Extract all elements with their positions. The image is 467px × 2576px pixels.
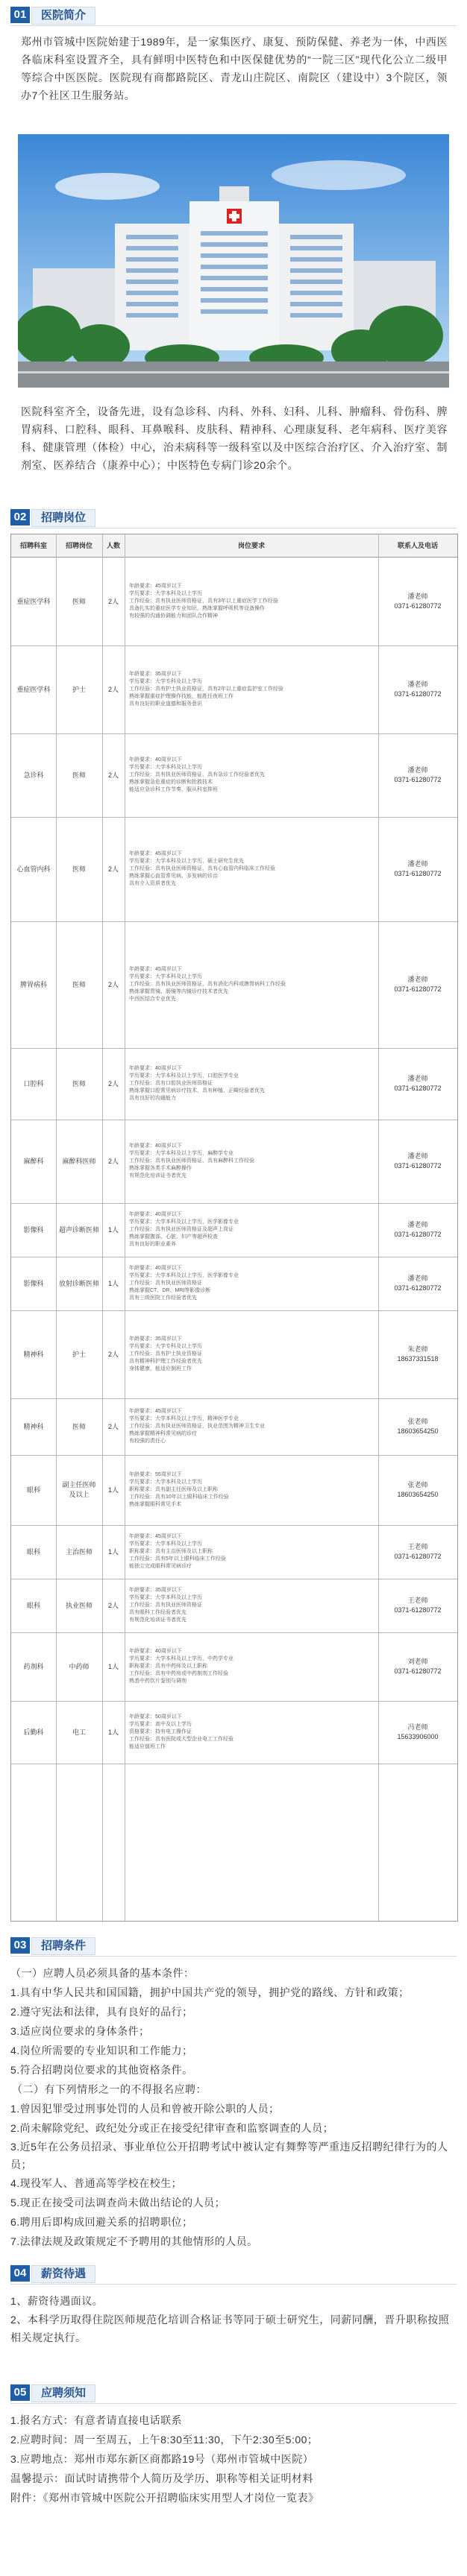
cell-requirements (125, 817, 378, 921)
requirement-line: 年龄要求：40周岁以下 (129, 1066, 182, 1071)
table-row (11, 921, 457, 1049)
requirement-line: 职称要求：具有主治医师及以上职称 (129, 1549, 213, 1554)
cell-count: 2人 (107, 1601, 119, 1609)
requirement-line: 熟练掌握精神科常见病的诊疗 (129, 1431, 197, 1436)
requirement-line: 工作经验：具有执业医师资格证，执业范围为精神卫生专业 (129, 1424, 265, 1429)
section-title: 招聘条件 (31, 1937, 95, 1955)
requirement-lines (129, 966, 286, 1003)
requirement-line: 身体健康，能适应倒班工作 (129, 1366, 192, 1371)
requirement-lines (129, 1336, 202, 1373)
notice-item: 2.应聘时间：周一至周五，上午8:30至11:30，下午2:30至5:00； (10, 2434, 319, 2446)
notice-item: 温馨提示：面试时请携带个人简历及学历、职称等相关证明材料 (10, 2472, 313, 2484)
cell-post: 医师 (72, 597, 86, 605)
requirement-line: 年龄要求：45周岁以下 (129, 967, 182, 972)
cell-post: 主治医师 (65, 1547, 93, 1556)
requirement-line: 学历要求：大学本科及以上学历 (129, 1480, 202, 1485)
exclusion-item: 2.尚未解除党纪、政纪处分或正在接受纪律审查和监察调查的人员； (10, 2122, 334, 2134)
intro-paragraph-1: 郑州市管城中医院始建于1989年，是一家集医疗、康复、预防保健、养老为一体，中西医各临床科室设置齐全，具有鲜明中医特色和中医保健优势的“一院三区”现代化公立二级甲等综合中医医院。医院现有商都路院区、青龙山庄院区、南院区（建设中）3个院区，领办7个社区卫生服务站。 (21, 36, 448, 101)
requirement-lines (129, 583, 278, 620)
table-row (11, 1257, 457, 1311)
requirement-lines (129, 1648, 234, 1685)
requirement-line: 具备扎实的重症医学专业知识，熟练掌握呼吸机等设备操作 (129, 606, 265, 611)
requirement-line: 具有良好的沟通能力 (129, 1096, 176, 1101)
cell-dept: 精神科 (23, 1350, 44, 1358)
requirement-line: 有较强的责任心 (129, 1439, 166, 1444)
cell-requirements (125, 558, 378, 645)
requirement-line: 年龄要求：45周岁以下 (129, 1534, 182, 1539)
section-divider (10, 1956, 457, 1957)
requirement-line: 熟练掌握口腔常见病诊疗技术，具有种植、正畸经验者优先 (129, 1088, 265, 1093)
table-row (11, 1120, 457, 1204)
requirement-line: 具有良好的职业素养 (129, 1242, 176, 1247)
section-title: 医院简介 (31, 7, 95, 25)
table-row (11, 817, 457, 922)
requirement-line: 熟练掌握心血管常见病、多发病的诊治 (129, 874, 218, 879)
table-row (11, 1310, 457, 1399)
conditions-part1-title: （一）应聘人员必须具备的基本条件： (10, 1967, 195, 1979)
requirement-lines (129, 850, 275, 888)
requirement-line: 熟练掌握CT、DR、MRI等影像诊断 (129, 1288, 211, 1293)
section-header-salary (0, 2260, 467, 2285)
requirement-line: 学历要求：高中及以上学历 (129, 1722, 192, 1727)
requirement-line: 学历要求：大学专科及以上学历 (129, 679, 202, 684)
cell-requirements (125, 1203, 378, 1257)
requirement-line: 熟练掌握各类手术麻醉操作 (129, 1166, 192, 1171)
requirement-line: 能独立完成眼科常见病诊疗 (129, 1564, 192, 1569)
requirement-line: 学历要求：大学本科及以上学历，硕士研究生优先 (129, 859, 244, 864)
condition-item: 1.具有中华人民共和国国籍，拥护中国共产党的领导，拥护党的路线、方针和政策； (10, 1986, 410, 1998)
requirement-line: 学历要求：大学本科及以上学历，中药学专业 (129, 1656, 234, 1661)
requirement-line: 工作经验：具有执业医师资格证 (129, 1281, 202, 1286)
requirement-line: 工作经验：具有10年以上眼科临床工作经验 (129, 1494, 229, 1500)
cell-dept: 急诊科 (23, 771, 44, 779)
section-number: 05 (10, 2384, 30, 2401)
cell-post: 超声诊断医师 (58, 1225, 99, 1234)
requirement-line: 年龄要求：50周岁以下 (129, 1714, 182, 1720)
requirement-lines (129, 1065, 265, 1102)
section-header-notice (0, 2379, 467, 2405)
cell-contact: 潘老师 0371-61280772 (394, 860, 442, 877)
notice-item: 3.应聘地点：郑州市郑东新区商都路19号（郑州市管城中医院） (10, 2453, 314, 2465)
requirement-lines (129, 1471, 229, 1509)
job-table (10, 534, 458, 1922)
requirement-line: 熟练掌握急危重症的诊断和抢救技术 (129, 780, 213, 785)
cell-count: 2人 (107, 1079, 119, 1087)
cell-dept: 眼科 (26, 1486, 40, 1494)
notice-list (10, 2411, 457, 2507)
exclusion-item: 5.现正在接受司法调查尚未做出结论的人员； (10, 2197, 226, 2209)
header-post: 招聘岗位 (65, 542, 93, 549)
requirement-lines (129, 1265, 239, 1302)
condition-item: 4.岗位所需要的专业知识和工作能力； (10, 2045, 193, 2056)
section-number: 02 (10, 509, 30, 525)
requirement-line: 学历要求：大学本科及以上学历，精神医学专业 (129, 1416, 239, 1421)
requirement-line: 工作经验：具有执业医师资格证，具有急诊工作经验者优先 (129, 772, 265, 777)
requirement-lines (129, 1143, 254, 1180)
section-divider (10, 25, 457, 26)
cell-count: 2人 (107, 1422, 119, 1430)
requirement-line: 年龄要求：35周岁以下 (129, 1336, 182, 1342)
cell-dept: 重症医学科 (16, 597, 51, 605)
exclusion-item: 6.聘用后即构成回避关系的招聘职位； (10, 2216, 193, 2228)
cell-count: 1人 (107, 1225, 119, 1234)
cell-count: 1人 (107, 1547, 119, 1556)
requirement-line: 学历要求：大学本科及以上学历，医学影像专业 (129, 1219, 239, 1225)
table-header (11, 534, 457, 558)
header-dept: 招聘科室 (19, 542, 47, 549)
requirement-line: 有较强的沟通协调能力和团队合作精神 (129, 613, 218, 619)
cell-requirements (125, 1398, 378, 1455)
section-title: 招聘岗位 (31, 509, 95, 527)
requirement-line: 年龄要求：55周岁以下 (129, 1472, 182, 1477)
cell-dept: 眼科 (26, 1601, 40, 1609)
table-row (11, 558, 457, 646)
exclusion-item: 7.法律法规及政策规定不予聘用的其他情形的人员。 (10, 2235, 258, 2247)
requirement-line: 学历要求：大学专科及以上学历 (129, 1344, 202, 1349)
requirement-lines (129, 671, 283, 708)
section-divider (10, 2284, 457, 2285)
cell-requirements (125, 1455, 378, 1525)
table-row (11, 1525, 457, 1579)
cell-requirements (125, 1310, 378, 1398)
hospital-photo (18, 134, 449, 388)
cell-count: 2人 (107, 980, 119, 988)
table-row (11, 1203, 457, 1257)
requirement-line: 工作经验：具有执业医师资格证及超声上岗证 (129, 1227, 234, 1232)
cell-dept: 后勤科 (23, 1728, 44, 1736)
requirement-line: 年龄要求：35周岁以下 (129, 672, 182, 677)
cell-post: 电工 (72, 1728, 86, 1736)
requirement-line: 能适应急诊科工作节奏，服从科室排班 (129, 787, 218, 792)
cell-dept: 麻醉科 (23, 1157, 44, 1165)
intro-paragraph-2: 医院科室齐全，设备先进，设有急诊科、内科、外科、妇科、儿科、肿瘤科、骨伤科、脾胃病科、口腔科、眼科、耳鼻喉科、皮肤科、精神科、心理康复科、老年病科、医疗美容科、健康管理（体检）中心，治未病科等一级科室以及中医综合治疗区、介入治疗室、制剂室、医养结合（康养中心）；中医特色专病门诊20余个。 (21, 405, 448, 471)
requirement-line: 年龄要求：35周岁以下 (129, 1588, 182, 1593)
header-count: 人数 (106, 542, 120, 549)
table-row (11, 1579, 457, 1633)
conditions-list (10, 1963, 457, 2251)
condition-item: 3.适应岗位要求的身体条件； (10, 2025, 150, 2037)
requirement-line: 熟悉中药饮片鉴别与调剂 (129, 1679, 187, 1684)
cell-dept: 脾胃病科 (19, 980, 47, 988)
requirement-line: 学历要求：大学本科及以上学历 (129, 1541, 202, 1547)
requirement-line: 工作经验：具有护士执业资格证，具有2年以上重症监护室工作经验 (129, 686, 283, 692)
table-row (11, 645, 457, 734)
cell-contact: 潘老师 0371-61280772 (394, 681, 442, 698)
requirement-lines (129, 1408, 265, 1445)
requirement-line: 工作经验：具有口腔执业医师资格证 (129, 1081, 213, 1086)
column-divider (102, 534, 103, 1921)
cell-requirements (125, 1048, 378, 1120)
requirement-line: 工作经验：具有中药房或中药制剂工作经验 (129, 1671, 228, 1676)
requirement-line: 学历要求：大学本科及以上学历 (129, 765, 202, 770)
requirement-line: 能适应值班工作 (129, 1744, 166, 1749)
cell-count: 2人 (107, 597, 119, 605)
requirement-lines (129, 1533, 226, 1570)
notice-item: 1.报名方式：有意者请直接电话联系 (10, 2414, 183, 2426)
cell-contact: 潘老师 0371-61280772 (394, 1075, 442, 1092)
requirement-lines (129, 1587, 202, 1624)
requirement-line: 工作经验：具有执业医师资格证 (129, 1603, 202, 1608)
cell-dept: 眼科 (26, 1547, 40, 1556)
cell-requirements (125, 1701, 378, 1764)
requirement-lines (129, 1211, 239, 1248)
cell-post: 护士 (72, 685, 86, 693)
cell-dept: 重症医学科 (16, 685, 51, 693)
table-row (11, 1398, 457, 1456)
salary-item: 1、薪资待遇面议。 (10, 2295, 104, 2307)
requirement-line: 年龄要求：40周岁以下 (129, 1649, 182, 1654)
notice-attachment-link[interactable]: 附件：《郑州市管城中医院公开招聘临床实用型人才岗位一览表》 (10, 2492, 319, 2504)
requirement-line: 学历要求：大学本科及以上学历 (129, 974, 202, 979)
requirement-line: 熟练掌握重症护理操作技能，能胜任夜班工作 (129, 694, 234, 699)
cell-contact: 潘老师 0371-61280772 (394, 766, 442, 783)
requirement-line: 工作经验：具有护士执业资格证 (129, 1351, 202, 1357)
cell-count: 2人 (107, 771, 119, 779)
cell-post: 麻醉科医师 (62, 1157, 96, 1165)
cell-count: 2人 (107, 1350, 119, 1358)
cell-contact: 王老师 0371-61280772 (394, 1597, 442, 1614)
requirement-line: 熟练掌握眼科常见手术 (129, 1502, 181, 1507)
cell-dept: 精神科 (23, 1422, 44, 1430)
cell-post: 医师 (72, 1422, 86, 1430)
cell-contact: 潘老师 0371-61280772 (394, 976, 442, 993)
cell-post: 执业医师 (65, 1601, 93, 1609)
requirement-line: 资格要求：持有电工操作证 (129, 1729, 192, 1734)
cell-requirements (125, 645, 378, 733)
requirement-line: 学历要求：大学本科及以上学历 (129, 591, 202, 596)
cell-contact: 张老师 18603654250 (397, 1481, 439, 1498)
requirement-line: 学历要求：大学本科及以上学历 (129, 1595, 202, 1600)
cell-post: 护士 (72, 1350, 86, 1358)
column-divider (378, 534, 379, 1921)
cell-requirements (125, 1579, 378, 1632)
requirement-line: 具有介入资质者优先 (129, 881, 176, 886)
cell-requirements (125, 921, 378, 1048)
cell-dept: 影像科 (23, 1225, 44, 1234)
section-header-jobs (0, 504, 467, 529)
header-requirements: 岗位要求 (237, 542, 265, 549)
requirement-line: 具有良好的职业道德和服务意识 (129, 701, 202, 707)
cell-post: 医师 (72, 1079, 86, 1087)
cell-contact: 朱老师 18637331518 (397, 1345, 439, 1363)
requirement-line: 工作经验：具有执业医师资格证，具有消化内科或脾胃病科工作经验 (129, 982, 286, 987)
cell-dept: 心血管内科 (16, 865, 51, 873)
table-row (11, 1632, 457, 1702)
cell-dept: 口腔科 (23, 1079, 44, 1087)
requirement-line: 学历要求：大学本科及以上学历，麻醉学专业 (129, 1151, 234, 1156)
cell-count: 1人 (107, 1662, 119, 1670)
requirement-line: 工作经验：具有执业医师资格证，具有麻醉科工作经验 (129, 1158, 254, 1164)
cell-count: 1人 (107, 1728, 119, 1736)
requirement-line: 具有眼科工作经验者优先 (129, 1610, 187, 1615)
section-divider (10, 2403, 457, 2404)
requirement-line: 有规范化培训证书者优先 (129, 1173, 187, 1178)
requirement-line: 年龄要求：40周岁以下 (129, 1266, 182, 1271)
requirement-line: 年龄要求：40周岁以下 (129, 757, 182, 763)
section-number: 04 (10, 2265, 30, 2282)
requirement-line: 学历要求：大学本科及以上学历，口腔医学专业 (129, 1073, 239, 1079)
cell-post: 医师 (72, 980, 86, 988)
section-number: 01 (10, 7, 30, 23)
requirement-line: 年龄要求：40周岁以下 (129, 1212, 182, 1217)
requirement-line: 年龄要求：40周岁以下 (129, 1143, 182, 1149)
condition-item: 5.符合招聘岗位要求的其他资格条件。 (10, 2064, 193, 2076)
section-number: 03 (10, 1937, 30, 1954)
requirement-line: 年龄要求：45周岁以下 (129, 851, 182, 856)
cell-contact: 潘老师 0371-61280772 (394, 593, 442, 610)
requirement-line: 工作经验：具有执业医师资格证，具有3年以上重症医学工作经验 (129, 599, 278, 604)
requirement-line: 有规范化培训证书者优先 (129, 1617, 187, 1623)
section-header-conditions (0, 1932, 467, 1957)
requirement-line: 工作经验：具有医院或大型企业电工工作经验 (129, 1737, 234, 1742)
table-row (11, 1701, 457, 1764)
requirement-line: 具有三级医院工作经验者优先 (129, 1295, 197, 1301)
cell-contact: 潘老师 0371-61280772 (394, 1221, 442, 1238)
requirement-lines (129, 757, 265, 794)
requirement-line: 工作经验：具有5年以上眼科临床工作经验 (129, 1556, 226, 1562)
column-divider (56, 534, 57, 1921)
cell-count: 1人 (107, 1279, 119, 1287)
cell-contact: 刘老师 0371-61280772 (394, 1658, 442, 1675)
cell-count: 2人 (107, 1157, 119, 1165)
cell-requirements (125, 1120, 378, 1203)
requirement-line: 职称要求：具有中药师及以上职称 (129, 1664, 207, 1669)
cell-dept: 药剂科 (23, 1662, 44, 1670)
cell-post: 医师 (72, 771, 86, 779)
table-row (11, 1455, 457, 1526)
section-title: 应聘须知 (31, 2384, 95, 2402)
cell-post: 医师 (72, 865, 86, 873)
table-row (11, 733, 457, 818)
cell-contact: 冯老师 15633906000 (397, 1723, 439, 1740)
requirement-line: 学历要求：大学本科及以上学历，医学影像专业 (129, 1273, 239, 1278)
section-title: 薪资待遇 (31, 2265, 95, 2283)
exclusion-item: 3.近5年在公务员招录、事业单位公开招聘考试中被认定有舞弊等严重违反招聘纪律行为的人员； (10, 2141, 448, 2171)
cell-requirements (125, 733, 378, 817)
cell-dept: 影像科 (23, 1279, 44, 1287)
salary-item: 2、本科学历取得住院医师规范化培训合格证书等同于硕士研究生，同薪同酬，晋升职称按照相关规定执行。 (10, 2314, 450, 2343)
condition-item: 2.遵守宪法和法律，具有良好的品行； (10, 2006, 193, 2018)
requirement-line: 职称要求：具有副主任医师及以上职称 (129, 1487, 218, 1492)
exclusion-item: 1.曾因犯罪受过刑事处罚的人员和曾被开除公职的人员； (10, 2103, 280, 2115)
cell-contact: 潘老师 0371-61280772 (394, 1275, 442, 1292)
requirement-line: 中西医结合专业优先 (129, 997, 176, 1002)
cell-requirements (125, 1525, 378, 1579)
table-row (11, 1048, 457, 1120)
requirement-line: 工作经验：具有执业医师资格证，具有心血管内科临床工作经验 (129, 866, 275, 871)
requirement-line: 熟练掌握胃镜、肠镜等内镜诊疗技术者优先 (129, 989, 228, 994)
requirement-line: 具有精神科护理工作经验者优先 (129, 1359, 202, 1364)
requirement-lines (129, 1714, 234, 1751)
section-header-intro (0, 1, 467, 27)
cell-post: 中药师 (69, 1662, 90, 1670)
exclusion-item: 4.现役军人、普通高等学校在校生； (10, 2177, 183, 2189)
cell-count: 2人 (107, 865, 119, 873)
cell-post: 放射诊断医师 (58, 1279, 99, 1287)
cell-post: 副主任医师 及以上 (62, 1481, 96, 1498)
requirement-line: 熟练掌握腹部、心脏、妇产等超声检查 (129, 1234, 218, 1240)
header-contact: 联系人及电话 (397, 542, 438, 549)
cell-requirements (125, 1257, 378, 1310)
requirement-line: 年龄要求：45周岁以下 (129, 1409, 182, 1414)
cell-contact: 张老师 18603654250 (397, 1418, 439, 1435)
cell-count: 1人 (107, 1486, 119, 1494)
conditions-part2-title: （二）有下列情形之一的不得报名应聘： (12, 2083, 207, 2095)
cell-contact: 王老师 0371-61280772 (394, 1543, 442, 1560)
cell-contact: 潘老师 0371-61280772 (394, 1152, 442, 1169)
cell-count: 2人 (107, 685, 119, 693)
salary-list (10, 2291, 457, 2346)
cell-requirements (125, 1632, 378, 1701)
requirement-line: 年龄要求：45周岁以下 (129, 584, 182, 589)
